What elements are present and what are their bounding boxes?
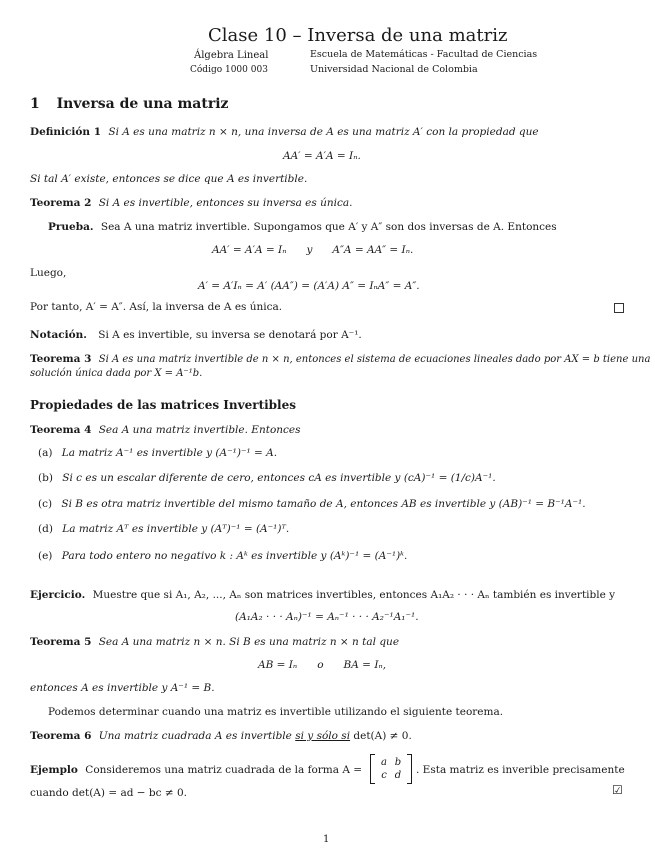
proof-label: Prueba. bbox=[48, 221, 94, 233]
definition-text: Si A es una matriz n × n, una inversa de A es una matriz A′ con la propiedad que bbox=[108, 126, 539, 138]
item-text: Para todo entero no negativo k : Aᵏ es invertible y (Aᵏ)⁻¹ = (A⁻¹)ᵏ. bbox=[61, 550, 408, 562]
qed-box-icon bbox=[614, 303, 624, 313]
section-heading bbox=[30, 96, 228, 112]
exercise-equation: (A₁A₂ · · · Aₙ)⁻¹ = Aₙ⁻¹ · · · A₂⁻¹A₁⁻¹. bbox=[235, 611, 419, 623]
theorem-label: Teorema 3 bbox=[30, 353, 92, 365]
theorem-item bbox=[38, 447, 277, 459]
theorem-text-after: det(A) ≠ 0. bbox=[353, 730, 412, 742]
theorem-text: Una matriz cuadrada A es invertible bbox=[98, 730, 292, 742]
proof-equation-2: A′ = A′Iₙ = A′ (AA″) = (A′A) A″ = IₙA″ = A″. bbox=[198, 280, 420, 292]
page-number: 1 bbox=[323, 834, 330, 845]
exercise bbox=[30, 589, 615, 601]
example-matrix bbox=[370, 754, 412, 784]
notation-text: Si A es invertible, su inversa se denotará por A⁻¹. bbox=[98, 329, 362, 341]
theorem-text: Sea A una matriz invertible. Entonces bbox=[98, 424, 301, 436]
theorem-4 bbox=[30, 424, 301, 436]
exercise-text: Muestre que si A₁, A₂, ..., Aₙ son matrices invertibles, entonces A₁A₂ · · · Aₙ también es invertible y bbox=[92, 589, 616, 601]
theorem-after: entonces A es invertible y A⁻¹ = B. bbox=[30, 682, 215, 694]
matrix-cell: c bbox=[381, 770, 387, 781]
item-tag: (e) bbox=[38, 550, 53, 562]
theorem-item bbox=[38, 498, 586, 510]
iff-text: si y sólo si bbox=[295, 730, 351, 742]
theorem-3 bbox=[30, 353, 650, 366]
theorem-item bbox=[38, 523, 289, 535]
theorem-label: Teorema 4 bbox=[30, 424, 92, 436]
theorem-2 bbox=[30, 197, 352, 209]
theorem-item bbox=[38, 472, 496, 484]
item-text: Si c es un escalar diferente de cero, entonces cA es invertible y (cA)⁻¹ = (1/c)A⁻¹. bbox=[62, 472, 496, 484]
example-label: Ejemplo bbox=[30, 764, 78, 776]
proof-conclusion: Por tanto, A′ = A″. Así, la inversa de A es única. bbox=[30, 301, 283, 313]
notation-label: Notación. bbox=[30, 329, 87, 341]
example-line-1 bbox=[30, 764, 362, 776]
exercise-label: Ejercicio. bbox=[30, 589, 86, 601]
example-line-2: cuando det(A) = ad − bc ≠ 0. bbox=[30, 787, 187, 799]
theorem-text: Sea A una matriz n × n. Si B es una matriz n × n tal que bbox=[98, 636, 400, 648]
definition-label: Definición 1 bbox=[30, 126, 102, 138]
section-title: Inversa de una matriz bbox=[56, 96, 229, 112]
paragraph: Podemos determinar cuando una matriz es invertible utilizando el siguiente teorema. bbox=[48, 706, 504, 718]
proof-equation-1: AA′ = A′A = Iₙ y A″A = AA″ = Iₙ. bbox=[212, 244, 414, 256]
item-tag: (b) bbox=[38, 472, 53, 484]
subsection-title: Propiedades de las matrices Invertibles bbox=[30, 398, 297, 412]
item-text: La matriz A⁻¹ es invertible y (A⁻¹)⁻¹ = A. bbox=[61, 447, 278, 459]
theorem-text-line-2: solución única dada por X = A⁻¹b. bbox=[30, 368, 203, 379]
matrix-cells bbox=[375, 757, 407, 781]
proof-luego: Luego, bbox=[30, 267, 67, 279]
item-tag: (c) bbox=[38, 498, 53, 510]
matrix-cell: b bbox=[394, 757, 402, 768]
definition-after: Si tal A′ existe, entonces se dice que A es invertible. bbox=[30, 173, 308, 185]
theorem-label: Teorema 6 bbox=[30, 730, 92, 742]
theorem-5 bbox=[30, 636, 399, 648]
theorem-label: Teorema 5 bbox=[30, 636, 92, 648]
notation bbox=[30, 329, 362, 341]
item-tag: (d) bbox=[38, 523, 53, 535]
example-text-after: . Esta matriz es inverible precisamente bbox=[416, 764, 625, 776]
definition-1 bbox=[30, 126, 539, 138]
school-name: Escuela de Matemáticas - Facultad de Ciencias bbox=[310, 49, 538, 60]
definition-equation: AA′ = A′A = Iₙ. bbox=[283, 150, 361, 162]
theorem-label: Teorema 2 bbox=[30, 197, 92, 209]
example-text-before: Consideremos una matriz cuadrada de la forma A = bbox=[85, 764, 363, 776]
theorem-text-line-1: Si A es una matriz invertible de n × n, entonces el sistema de ecuaciones lineales dado por AX = b tiene una bbox=[98, 354, 651, 365]
proof-text: Sea A una matriz invertible. Supongamos que A′ y A″ son dos inversas de A. Entonces bbox=[100, 221, 557, 233]
theorem-item bbox=[38, 550, 407, 562]
matrix-cell: a bbox=[381, 757, 387, 768]
course-code: Código 1000 003 bbox=[190, 65, 268, 75]
checked-box-icon: ☑ bbox=[612, 783, 623, 797]
theorem-text: Si A es invertible, entonces su inversa es única. bbox=[98, 197, 353, 209]
page-title: Clase 10 – Inversa de una matriz bbox=[208, 25, 508, 46]
item-text: Si B es otra matriz invertible del mismo tamaño de A, entonces AB es invertible y (AB)⁻¹ = B⁻¹A⁻¹. bbox=[61, 498, 586, 510]
proof bbox=[48, 221, 557, 233]
theorem-equation: AB = Iₙ o BA = Iₙ, bbox=[258, 659, 387, 671]
section-number: 1 bbox=[30, 96, 40, 112]
theorem-6 bbox=[30, 730, 412, 742]
university-name: Universidad Nacional de Colombia bbox=[310, 64, 478, 75]
matrix-bracket-right bbox=[407, 754, 412, 784]
matrix-cell: d bbox=[394, 770, 402, 781]
item-text: La matriz Aᵀ es invertible y (Aᵀ)⁻¹ = (A⁻¹)ᵀ. bbox=[62, 523, 290, 535]
course-name: Álgebra Lineal bbox=[194, 50, 269, 61]
item-tag: (a) bbox=[38, 447, 53, 459]
